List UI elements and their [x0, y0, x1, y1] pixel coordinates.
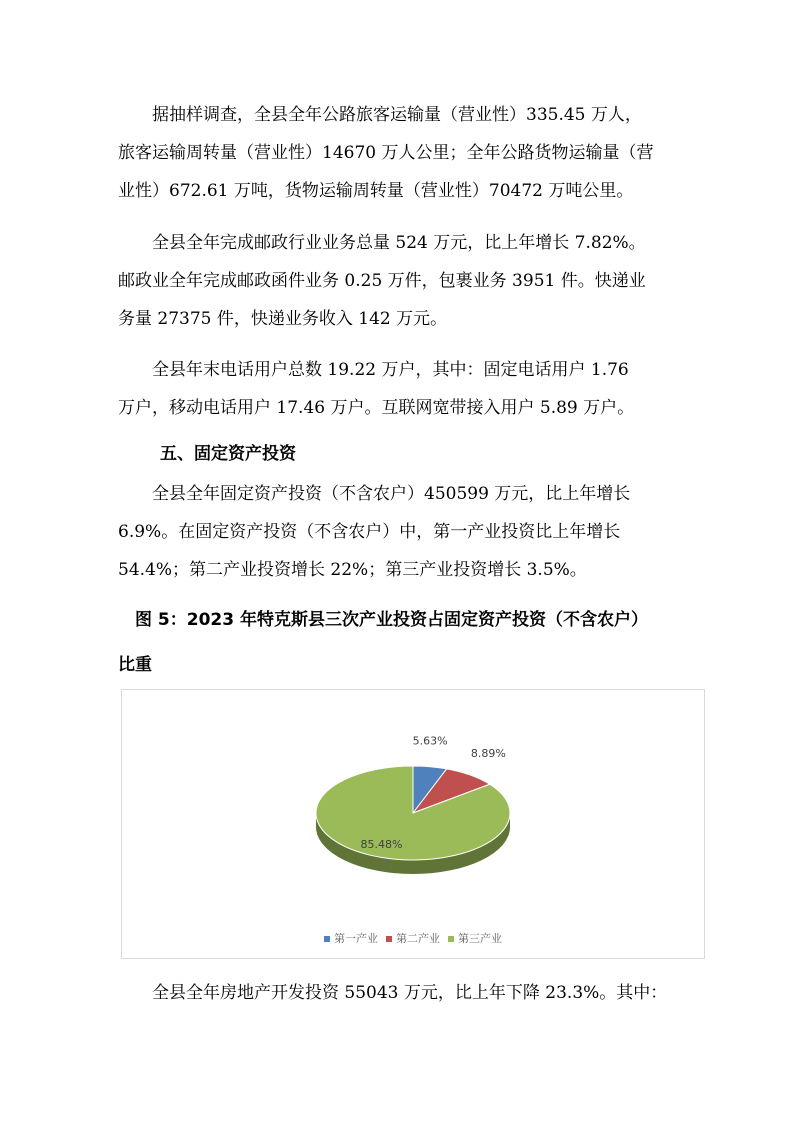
- paragraph-line: 旅客运输周转量（营业性）14670 万人公里；全年公路货物运输量（营: [118, 143, 654, 163]
- legend-label: 第二产业: [396, 932, 440, 945]
- paragraph-line: 全县全年房地产开发投资 55043 万元，比上年下降 23.3%。其中：: [118, 983, 668, 1003]
- paragraph-line: 全县全年固定资产投资（不含农户）450599 万元，比上年增长: [118, 484, 631, 504]
- paragraph-line: 全县年末电话用户总数 19.22 万户，其中：固定电话用户 1.76: [118, 360, 629, 380]
- investment-paragraph: [118, 475, 688, 589]
- telecom-paragraph: [118, 351, 688, 427]
- pie-chart: [121, 689, 705, 959]
- paragraph-line: 万户，移动电话用户 17.46 万户。互联网宽带接入用户 5.89 万户。: [118, 398, 635, 418]
- section-heading: 五、固定资产投资: [160, 444, 296, 464]
- paragraph-line: 6.9%。在固定资产投资（不含农户）中，第一产业投资比上年增长: [118, 522, 621, 542]
- legend-item-3: [448, 930, 502, 946]
- transport-paragraph: [118, 96, 688, 210]
- pie-data-label-1: 5.63%: [412, 734, 448, 748]
- paragraph-line: 54.4%；第二产业投资增长 22%；第三产业投资增长 3.5%。: [118, 560, 587, 580]
- pie-data-label-2: 8.89%: [470, 747, 506, 761]
- legend-label: 第三产业: [458, 932, 502, 945]
- legend-swatch: [386, 936, 392, 942]
- paragraph-line: 务量 27375 件，快递业务收入 142 万元。: [118, 309, 448, 329]
- pie-chart-svg: [122, 690, 704, 958]
- legend-label: 第一产业: [334, 932, 378, 945]
- legend-item-1: [324, 930, 378, 946]
- pie-data-label-3: 85.48%: [360, 838, 403, 852]
- real-estate-paragraph: [118, 974, 688, 1012]
- legend-swatch: [324, 936, 330, 942]
- paragraph-line: 全县全年完成邮政行业业务总量 524 万元，比上年增长 7.82%。: [118, 233, 646, 253]
- legend-item-2: [386, 930, 440, 946]
- legend-swatch: [448, 936, 454, 942]
- paragraph-line: 邮政业全年完成邮政函件业务 0.25 万件，包裹业务 3951 件。快递业: [118, 271, 646, 291]
- postal-paragraph: [118, 224, 688, 338]
- paragraph-line: 业性）672.61 万吨，货物运输周转量（营业性）70472 万吨公里。: [118, 181, 634, 201]
- chart-legend: [122, 930, 704, 946]
- paragraph-line: 据抽样调查，全县全年公路旅客运输量（营业性）335.45 万人，: [118, 105, 642, 125]
- figure-title-line2: 比重: [118, 655, 152, 675]
- figure-title-line1: 图 5：2023 年特克斯县三次产业投资占固定资产投资（不含农户）: [118, 610, 648, 630]
